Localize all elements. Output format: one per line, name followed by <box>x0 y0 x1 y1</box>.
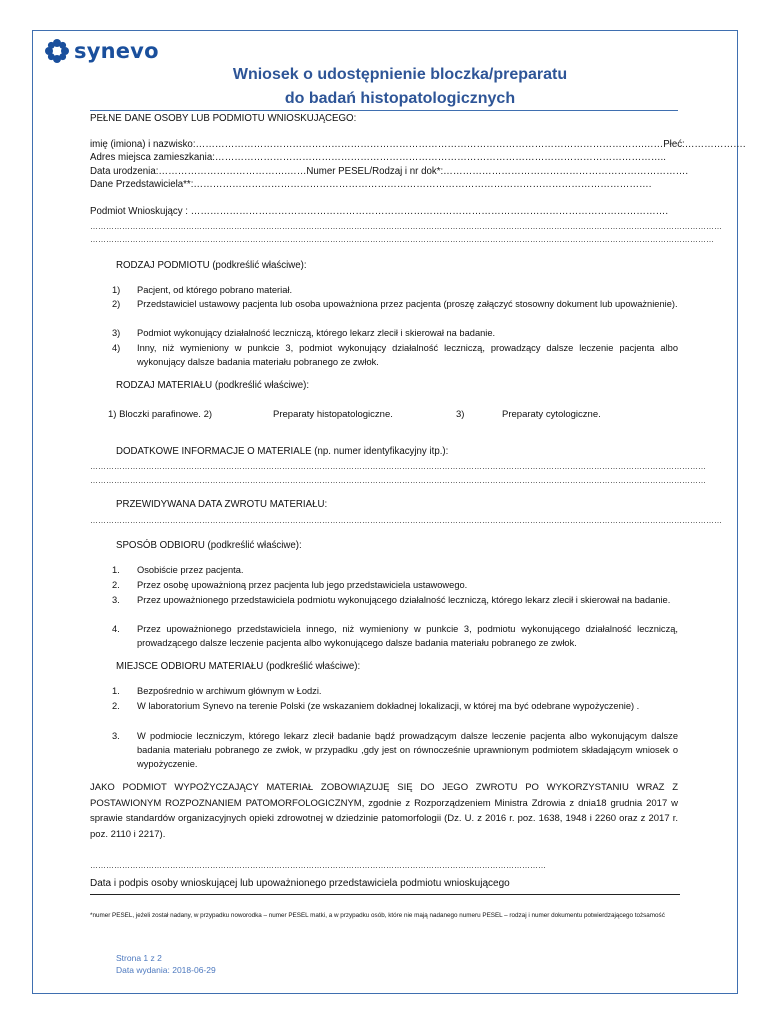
pesel-footnote: *numer PESEL, jeżeli został nadany, w przypadku noworodka – numer PESEL matki, a w przypadku osób, które nie mają nadanego numeru PESEL – rodzaj i numer dokumentu potwierdzającego tożsamość <box>90 912 665 919</box>
document-title-line2: do badań histopatologicznych <box>284 90 516 107</box>
pickup-method-item <box>112 563 678 577</box>
section-header-return-date: PRZEWIDYWANA DATA ZWROTU MATERIAŁU: <box>116 499 328 510</box>
item-text: Przez osobę upoważnioną przez pacjenta lub jego przedstawiciela ustawowego. <box>137 580 468 590</box>
field-address[interactable]: Adres miejsca zamieszkania:………………………………………………………………………………………………………………………….. <box>90 152 666 163</box>
item-number: 3. <box>112 595 120 605</box>
material-option-cytology: Preparaty cytologiczne. <box>502 409 601 420</box>
item-text: Bezpośrednio w archiwum głównym w Łodzi. <box>137 686 322 696</box>
page-number: Strona 1 z 2 <box>116 953 162 963</box>
issue-date: Data wydania: 2018-06-29 <box>116 965 216 975</box>
pickup-place-item <box>112 699 678 713</box>
field-entity-continued-2[interactable]: ……………………………………………………………………………………………………………………………………………………………………………………………………………… <box>90 235 714 244</box>
item-number: 4) <box>112 343 121 353</box>
item-number: 3) <box>112 328 121 338</box>
item-number: 1. <box>112 565 120 575</box>
synevo-logo <box>44 38 159 64</box>
return-date-line[interactable]: ………………………………………………………………………………………………………………………………………………………………………………………………………………… <box>90 516 722 525</box>
signature-label: Data i podpis osoby wnioskującej lub upoważnionego przedstawiciela podmiotu wnioskującego <box>90 878 510 889</box>
item-text: Przez upoważnionego przedstawiciela podmiotu wykonującego działalność leczniczą, którego lekarz zlecił i skierował na badanie. <box>137 595 671 605</box>
section-header-applicant: PEŁNE DANE OSOBY LUB PODMIOTU WNIOSKUJĄCEGO: <box>90 113 357 124</box>
material-option-number-3: 3) <box>456 409 465 420</box>
additional-info-line-2[interactable]: …………………………………………………………………………………………………………………………………………………………………………………………………………… <box>90 476 706 485</box>
item-text: Podmiot wykonujący działalność leczniczą, którego lekarz zlecił i skierował na badanie. <box>137 328 496 338</box>
section-header-material-type: RODZAJ MATERIAŁU (podkreślić właściwe): <box>116 380 310 391</box>
title-underline <box>90 110 678 111</box>
item-text: W podmiocie leczniczym, którego lekarz zlecił badanie bądź prowadzącym dalsze leczenie pacjenta albo wykonującym dalsze badania materiału pobranego ze zwłok, w przypadku ,gdy jest on równocześnie uprawnionym podmiotem składającym wniosek o wypożyczenie. <box>137 731 678 769</box>
section-header-pickup-method: SPOSÓB ODBIORU (podkreślić właściwe): <box>116 540 302 551</box>
flower-logo-icon <box>44 38 70 64</box>
field-entity-continued-1[interactable]: ………………………………………………………………………………………………………………………………………………………………………………………………………………… <box>90 222 722 231</box>
section-header-additional-info: DODATKOWE INFORMACJE O MATERIALE (np. numer identyfikacyjny itp.): <box>116 446 449 457</box>
pickup-place-item <box>112 729 678 771</box>
section-header-pickup-place: MIEJSCE ODBIORU MATERIAŁU (podkreślić właściwe): <box>116 661 361 672</box>
item-number: 1. <box>112 686 120 696</box>
signature-line[interactable]: ……………………………………………………………………………………………………………………………………………………… <box>90 861 546 870</box>
item-number: 2) <box>112 299 121 309</box>
entity-type-item <box>112 341 678 369</box>
item-text: W laboratorium Synevo na terenie Polski (ze wskazaniem dokładnej lokalizacji, w której ma być odebrane wypożyczenie) . <box>137 701 640 711</box>
item-text: Przez upoważnionego przedstawiciela innego, niż wymieniony w punkcie 3, podmiotu wykonującego działalność leczniczą, prowadzącego dalsze leczenie pacjenta albo wykonującego dalsze badania materiału pobranego ze zwłok. <box>137 624 678 648</box>
item-number: 2. <box>112 580 120 590</box>
item-number: 1) <box>112 285 121 295</box>
field-representative[interactable]: Dane Przedstawiciela**:……………………………………………………………………………………………………………………………. <box>90 179 652 190</box>
field-entity[interactable]: Podmiot Wnioskujący : …………………………………………………………………………………………………………………………………. <box>90 206 669 217</box>
item-text: Pacjent, od którego pobrano materiał. <box>137 285 293 295</box>
field-birth-pesel[interactable]: Data urodzenia:………………………………….……Numer PESEL/Rodzaj i nr dok*:…………………………………………………………………. <box>90 166 689 177</box>
material-option-paraffin: 1) Bloczki parafinowe. 2) <box>108 409 213 420</box>
item-text: Inny, niż wymieniony w punkcie 3, podmiot wykonujący działalność leczniczą, prowadzący dalsze leczenie pacjenta albo wykonujący dalsze badania materiału pobranego ze zwłok. <box>137 343 678 367</box>
logo-text: synevo <box>74 39 159 63</box>
pickup-method-item <box>112 622 678 650</box>
additional-info-line-1[interactable]: …………………………………………………………………………………………………………………………………………………………………………………………………………… <box>90 462 706 471</box>
section-header-entity-type: RODZAJ PODMIOTU (podkreślić właściwe): <box>116 260 307 271</box>
item-number: 3. <box>112 731 120 741</box>
entity-type-item <box>112 297 678 311</box>
entity-type-item <box>112 326 678 340</box>
pickup-place-item <box>112 684 678 698</box>
document-title-line1: Wniosek o udostępnienie bloczka/preparatu <box>232 66 568 83</box>
field-name-gender[interactable]: imię (imiona) i nazwisko:………………………………………………………………………………………………………………………….……Płeć:………………. <box>90 139 746 150</box>
material-option-histopathology: Preparaty histopatologiczne. <box>273 409 393 420</box>
lender-declaration: JAKO PODMIOT WYPOŻYCZAJĄCY MATERIAŁ ZOBOWIĄZUJĘ SIĘ DO JEGO ZWROTU PO WYKORZYSTANIU WRAZ Z POSTAWIONYM ROZPOZNANIEM PATOMORFOLOGICZNYM, zgodnie z Rozporządzeniem Ministra Zdrowia z dnia18 grudnia 2017 w sprawie standardów organizacyjnych opieki zdrowotnej w dziedzinie patomorfologii (Dz. U. z 2016 r. poz. 1638, 1948 i 2260 oraz z 2017 r. poz. 2110 i 2217). <box>90 782 678 840</box>
item-number: 2. <box>112 701 120 711</box>
item-text: Przedstawiciel ustawowy pacjenta lub osoba upoważniona przez pacjenta (proszę załączyć stosowny dokument lub upoważnienie). <box>137 299 678 309</box>
entity-type-item <box>112 283 678 297</box>
signature-divider <box>90 894 680 895</box>
pickup-method-item <box>112 578 678 592</box>
item-number: 4. <box>112 624 120 634</box>
pickup-method-item <box>112 593 678 607</box>
item-text: Osobiście przez pacjenta. <box>137 565 244 575</box>
